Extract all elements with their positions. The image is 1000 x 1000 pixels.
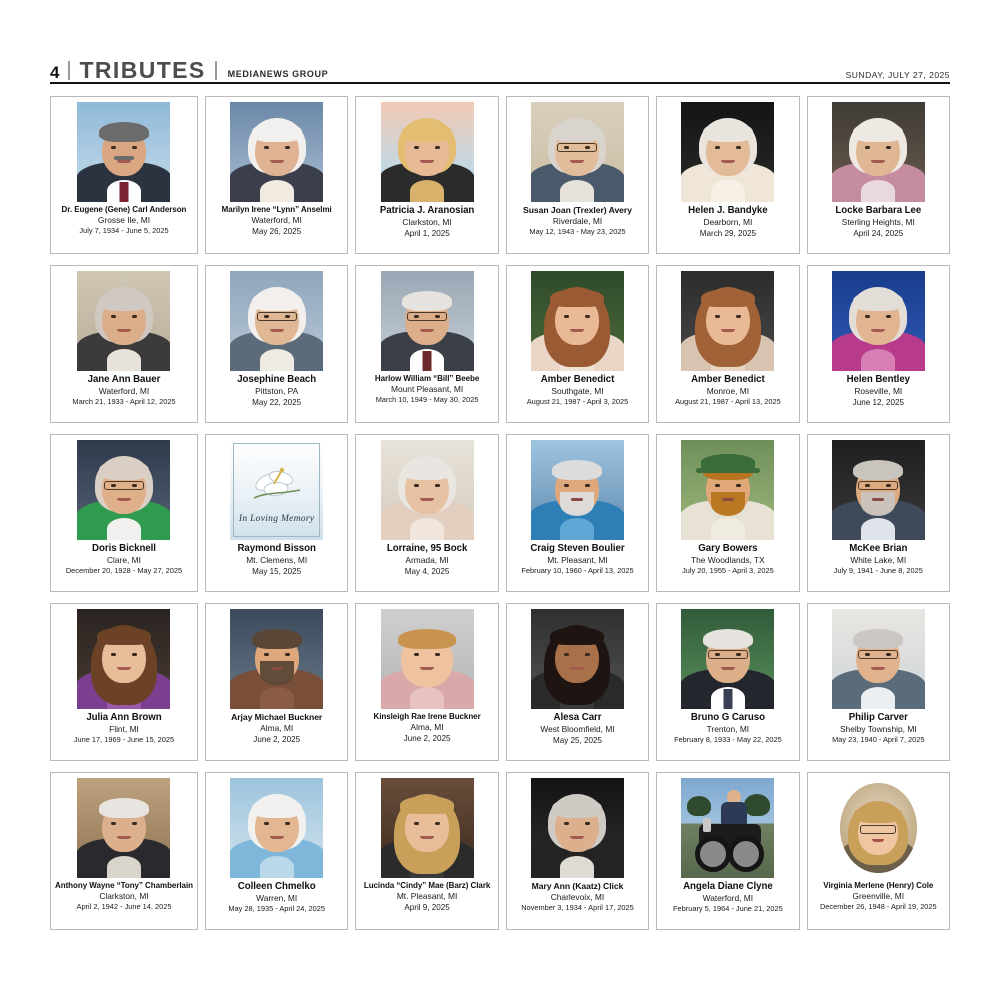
tribute-dates: April 2, 1942 - June 14, 2025 [76,902,172,912]
tribute-text [55,712,193,745]
tribute-text [511,205,644,237]
tribute-text [55,881,193,912]
tribute-photo [77,778,170,878]
tribute-text [661,543,794,576]
tribute-name: McKee Brian [849,543,908,554]
tribute-location: Clarkston, MI [402,217,452,228]
tribute-card[interactable] [355,434,498,592]
page-number: 4 [50,63,60,82]
tribute-dates: May 4, 2025 [404,567,450,577]
tribute-name: Amber Benedict [691,374,765,385]
tribute-card[interactable] [50,265,198,423]
tribute-name: Mary Ann (Kaatz) Click [531,881,624,891]
tribute-dates: April 9, 2025 [404,903,450,913]
tribute-text [661,205,794,239]
tribute-name: Marilyn Irene “Lynn” Anselmi [221,205,332,214]
tribute-card[interactable] [807,772,950,930]
tribute-dates: February 5, 1964 - June 21, 2025 [673,904,783,914]
tribute-dates: July 7, 1934 - June 5, 2025 [79,226,169,236]
tribute-card[interactable] [355,96,498,254]
tribute-card[interactable] [355,265,498,423]
tribute-card[interactable] [50,96,198,254]
issue-date: SUNDAY, JULY 27, 2025 [845,70,950,80]
tribute-photo [531,271,624,371]
tribute-location: Sterling Heights, MI [841,217,915,228]
tribute-card[interactable] [656,265,799,423]
tribute-photo [832,609,925,709]
tribute-location: Southgate, MI [551,386,604,397]
tribute-photo [832,778,925,878]
tribute-name: Alesa Carr [553,712,602,723]
tribute-dates: February 10, 1960 - April 13, 2025 [521,566,634,576]
tribute-photo [381,609,474,709]
tribute-dates: April 24, 2025 [853,229,904,239]
tribute-text [812,374,945,408]
tribute-photo [531,609,624,709]
tribute-location: Mount Pleasant, MI [391,384,464,395]
tribute-dates: March 21, 1933 - April 12, 2025 [72,397,176,407]
tribute-card[interactable] [807,434,950,592]
masthead [50,0,950,84]
tribute-location: Alma, MI [410,722,444,733]
tribute-photo: In Loving Memory [230,440,323,540]
tribute-photo [381,778,474,878]
tribute-dates: June 2, 2025 [253,735,301,745]
tribute-dates: December 26, 1948 - April 19, 2025 [819,902,937,912]
divider-right [215,61,217,80]
tribute-location: The Woodlands, TX [691,555,765,566]
tribute-text [511,374,644,407]
tribute-text [812,205,945,239]
tribute-text [511,881,644,913]
tribute-name: Patricia J. Aranosian [379,205,475,216]
divider-left [68,61,70,80]
tribute-photo [77,440,170,540]
tribute-text [55,205,193,236]
tribute-dates: June 2, 2025 [403,734,451,744]
tribute-location: Waterford, MI [251,215,302,226]
tribute-dates: April 1, 2025 [404,229,450,239]
tribute-name: Anthony Wayne “Tony” Chamberlain [55,881,193,890]
tribute-text [210,881,343,914]
tribute-name: Angela Diane Clyne [683,881,773,892]
tribute-location: West Bloomfield, MI [540,724,615,735]
tribute-card[interactable] [506,265,649,423]
section-title: TRIBUTES [79,57,206,83]
tribute-text [360,881,493,913]
tribute-name: Harlow William “Bill” Beebe [374,374,480,383]
tribute-photo [230,778,323,878]
tribute-text [812,543,945,576]
tribute-photo [381,102,474,202]
tribute-card[interactable] [656,772,799,930]
tribute-photo [832,440,925,540]
tribute-photo [681,440,774,540]
tribute-photo [531,778,624,878]
tribute-dates: June 12, 2025 [852,398,904,408]
tribute-text [511,543,644,576]
tribute-location: Charlevoix, MI [550,892,605,903]
tribute-photo [77,271,170,371]
tribute-card[interactable] [656,96,799,254]
tribute-text [661,712,794,745]
tribute-card[interactable] [205,96,348,254]
tribute-card[interactable] [506,603,649,761]
tributes-grid [50,96,950,930]
tribute-text [360,712,493,744]
tribute-name: Virginia Merlene (Henry) Cole [823,881,934,890]
tribute-text [210,712,343,745]
tribute-dates: February 8, 1933 - May 22, 2025 [674,735,782,745]
tribute-dates: December 20, 1928 - May 27, 2025 [65,566,183,576]
tribute-photo [681,102,774,202]
tribute-location: Clarkston, MI [99,891,149,902]
tribute-dates: August 21, 1987 - April 13, 2025 [675,397,781,407]
tribute-dates: July 9, 1941 - June 8, 2025 [833,566,923,576]
tribute-dates: May 12, 1943 - May 23, 2025 [529,227,626,237]
tribute-photo [381,440,474,540]
tribute-name: Amber Benedict [540,374,615,385]
tribute-location: Riverdale, MI [552,216,603,227]
tribute-name: Craig Steven Boulier [530,543,625,554]
tribute-name: Gary Bowers [698,543,758,554]
tribute-card[interactable] [50,772,198,930]
tribute-photo [77,609,170,709]
tribute-photo [832,271,925,371]
tribute-card[interactable] [50,603,198,761]
tribute-name: Raymond Bisson [237,543,316,554]
tribute-card[interactable] [506,772,649,930]
tribute-location: Trenton, MI [706,724,750,735]
tribute-text [511,712,644,746]
publisher-brand: MEDIANEWS GROUP [227,69,329,79]
tribute-location: Pittston, PA [255,386,299,397]
tribute-name: Colleen Chmelko [237,881,316,892]
tribute-photo [531,102,624,202]
tribute-name: Helen Bentley [846,374,910,385]
tribute-location: Flint, MI [109,724,139,735]
tribute-location: Grosse Ile, MI [97,215,151,226]
tribute-dates: July 20, 1955 - April 3, 2025 [682,566,774,576]
tribute-location: Clare, MI [106,555,141,566]
tribute-photo [77,102,170,202]
tribute-photo [381,271,474,371]
tribute-text [360,205,493,239]
tribute-location: Alma, MI [260,723,294,734]
tribute-dates: March 29, 2025 [699,229,757,239]
tribute-location: Mt. Pleasant, MI [396,891,458,902]
tribute-name: Doris Bicknell [92,543,156,554]
tribute-name: Kinsleigh Rae Irene Buckner [373,712,481,721]
tribute-dates: May 15, 2025 [252,567,302,577]
tribute-card[interactable] [50,434,198,592]
tribute-photo [230,609,323,709]
tribute-text [360,374,493,405]
tribute-name: Bruno G Caruso [690,712,765,723]
tribute-name: Susan Joan (Trexler) Avery [523,205,632,215]
tribute-text [210,374,343,408]
tribute-text [812,881,945,912]
tribute-name: Lorraine, 95 Bock [386,543,468,554]
tribute-dates: May 25, 2025 [552,736,602,746]
tribute-card[interactable] [506,96,649,254]
tribute-name: Locke Barbara Lee [835,205,922,216]
tribute-dates: March 10, 1949 - May 30, 2025 [375,395,479,405]
tribute-name: Lucinda “Cindy” Mae (Barz) Clark [363,881,491,890]
tribute-photo [832,102,925,202]
tribute-text [55,543,193,576]
tribute-card[interactable] [656,434,799,592]
tribute-location: Waterford, MI [98,386,150,397]
tribute-card[interactable] [355,603,498,761]
tribute-card[interactable] [656,603,799,761]
tribute-location: White Lake, MI [850,555,907,566]
tribute-location: Warren, MI [256,893,298,904]
tribute-location: Waterford, MI [702,893,754,904]
tribute-location: Dearborn, MI [703,217,753,228]
tribute-photo [681,609,774,709]
tribute-location: Armada, MI [405,555,449,566]
tribute-name: Arjay Michael Buckner [231,712,323,722]
tribute-location: Mt. Clemens, MI [246,555,308,566]
tribute-location: Shelby Township, MI [839,724,917,735]
tribute-photo [681,778,774,878]
tribute-name: Philip Carver [848,712,908,723]
tribute-dates: May 26, 2025 [252,227,302,237]
tribute-location: Monroe, MI [706,386,750,397]
tribute-name: Jane Ann Bauer [87,374,161,385]
tribute-card[interactable] [205,603,348,761]
tribute-dates: May 23, 1940 - April 7, 2025 [832,735,925,745]
tribute-dates: May 28, 1935 - April 24, 2025 [228,904,325,914]
masthead-left [50,59,846,82]
tribute-dates: May 22, 2025 [252,398,302,408]
tribute-card[interactable] [807,603,950,761]
tribute-photo [230,102,323,202]
tribute-dates: August 21, 1987 - April 3, 2025 [526,397,629,407]
tribute-text [360,543,493,577]
tribute-text [661,881,794,914]
tribute-location: Greenville, MI [852,891,905,902]
tribute-name: Josephine Beach [237,374,317,385]
tribute-card[interactable] [205,265,348,423]
tribute-photo [681,271,774,371]
tribute-name: Julia Ann Brown [86,712,162,723]
tribute-card[interactable] [205,772,348,930]
tribute-card[interactable] [807,265,950,423]
tribute-text [55,374,193,407]
tribute-text [210,205,343,237]
tribute-card[interactable] [355,772,498,930]
tribute-name: Helen J. Bandyke [688,205,768,216]
tribute-text [812,712,945,745]
tribute-text [210,543,343,577]
tribute-card[interactable] [506,434,649,592]
tribute-card[interactable] [205,434,348,592]
tribute-photo [531,440,624,540]
tribute-dates: June 17, 1969 - June 15, 2025 [73,735,175,745]
tribute-location: Roseville, MI [854,386,903,397]
tribute-location: Mt. Pleasant, MI [547,555,608,566]
tribute-photo [230,271,323,371]
tribute-name: Dr. Eugene (Gene) Carl Anderson [61,205,187,214]
tribute-text [661,374,794,407]
tribute-card[interactable] [807,96,950,254]
tribute-dates: November 3, 1934 - April 17, 2025 [521,903,634,913]
